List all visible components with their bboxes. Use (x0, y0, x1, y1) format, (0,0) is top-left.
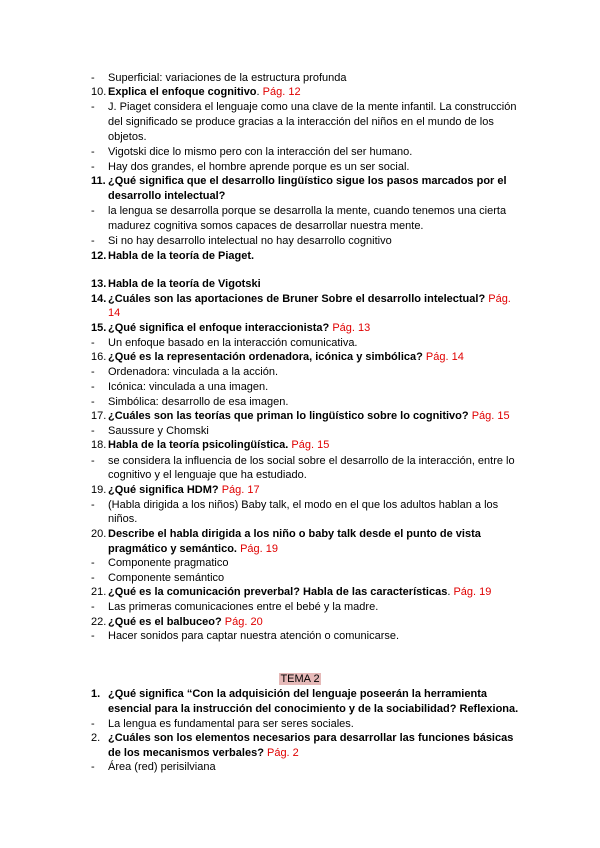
page-reference: Pág. 15 (291, 439, 330, 451)
page-reference: Pág. 2 (266, 747, 299, 759)
page-reference: Pág. 13 (332, 322, 371, 334)
page-reference: Pág. 15 (471, 410, 510, 422)
page-reference: Pág. 12 (262, 86, 301, 98)
page-reference: Pág. 19 (240, 543, 278, 555)
page-reference: Pág. 17 (221, 484, 260, 496)
section-heading (0, 672, 600, 686)
page-reference: Pág. (488, 293, 511, 305)
document-page: - Superficial: variaciones de la estructura profunda 10. Explica el enfoque cognitivo. Pág. 12 - J. Piaget considera el lenguaje como una clave de la mente infantil. La construcción del significado se produce gracias a la interacción del niños en el mundo de los objetos. - Vigotski dice lo mismo pero con la interacción del ser humano. - Hay dos grandes, el hombre aprende porque es un ser social. 11. ¿Qué significa que el desarrollo lingüístico sigue los pasos marcados por el desarrollo intelectual? - la lengua se desarrolla porque se desarrolla la mente, cuando tenemos una cierta madurez cognitiva somos capaces de desarrollar nuestra mente. - Si no hay desarrollo intelectual no hay desarrollo cognitivo 12. Habla de la teoría de Piaget. 13. Habla de la teoría de Vigotski 14. ¿Cuáles son las aportaciones de Bruner Sobre el desarrollo intelectual? Pág. 14 15. ¿Qué significa el enfoque interaccionista? Pág. 13 - Un enfoque basado en la interacción comunicativa. 16. ¿Qué es la representación ordenadora, icónica y simbólica? Pág. 14 - Ordenadora: vinculada a la acción. - Icónica: vinculada a una imagen. - Simbólica: desarrollo de esa imagen. 17. ¿Cuáles son las teorías que priman lo lingüístico sobre lo cognitivo? Pág. 15 - Saussure y Chomski 18. Habla de la teoría psicolingüística. Pág. 15 - se considera la influencia de los social sobre el desarrollo de la interacción, entre lo cognitivo y el lenguaje que ha estudiado. 19. ¿Qué significa HDM? Pág. 17 - (Habla dirigida a los niños) Baby talk, el modo en el que los adultos hablan a los niños. 20. Describe el habla dirigida a los niño o baby talk desde el punto de vista pragmático y semántico. Pág. 19 - Componente pragmatico - Componente semántico 21. ¿Qué es la comunicación preverbal? Habla de las características. Pág. 19 - Las primeras comunicaciones entre el bebé y la madre. 22. ¿Qué es el balbuceo? Pág. 20 - Hacer sonidos para captar nuestra atención o comunicarse. TEMA 2 1. ¿Qué significa “Con la adquisición del lenguaje poseerán la herramienta esencial para la instrucción del conocimiento y de la sociabilidad? Reflexiona. - La lengua es fundamental para ser seres sociales. 2. ¿Cuáles son los elementos necesarios para desarrollar las funciones básicas de los mecanismos verbales? Pág. 2 - Área (red) perisilviana (0, 0, 600, 848)
page-reference: 14 (108, 307, 121, 319)
page-reference: Pág. 19 (453, 586, 492, 598)
page-reference: Pág. 14 (425, 351, 464, 363)
section-heading-label: TEMA 2 (280, 673, 320, 685)
page-reference: Pág. 20 (224, 616, 263, 628)
